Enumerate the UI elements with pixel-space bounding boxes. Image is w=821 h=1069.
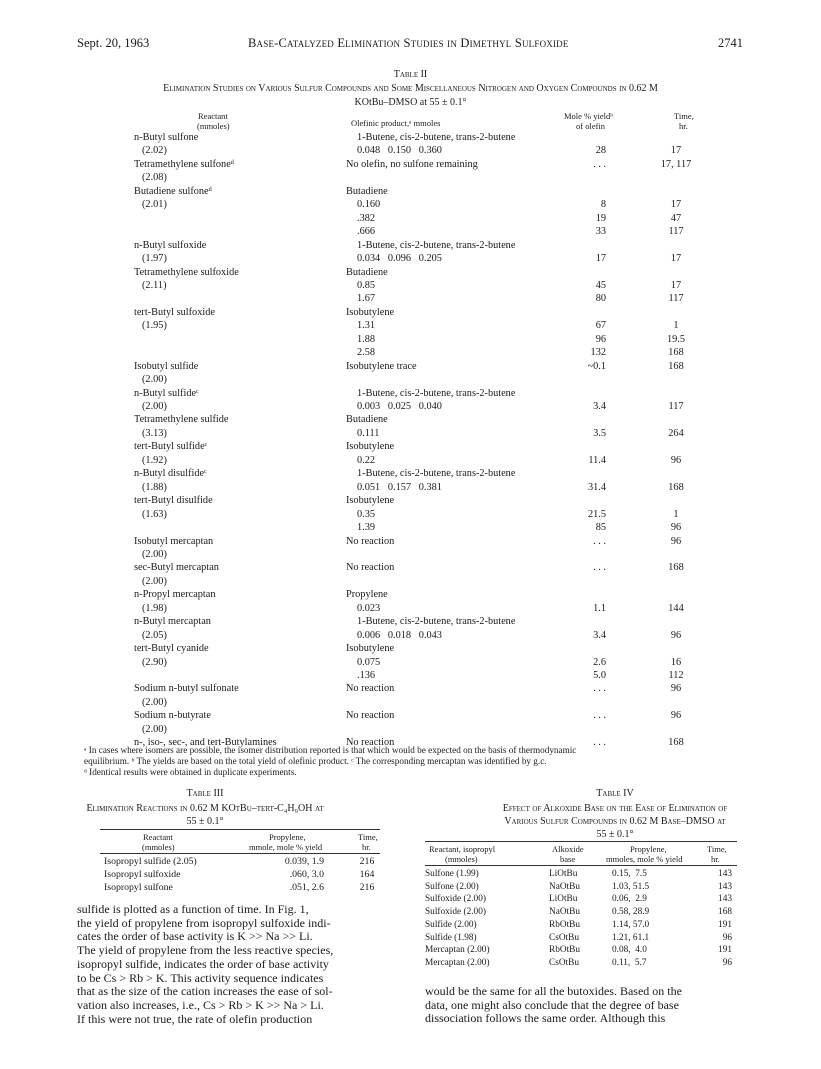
table2-product: Butadiene (346, 414, 388, 426)
table4-base: RbOtBu (549, 919, 580, 930)
table2-label: Table II (393, 69, 428, 80)
table3-reactant: Isopropyl sulfoxide (104, 869, 181, 880)
table2-product: 0.034 0.096 0.205 (357, 253, 442, 265)
table2-product: 1.31 (357, 320, 376, 332)
table4-reactant: Mercaptan (2.00) (425, 945, 490, 956)
table4-top-rule (425, 841, 737, 842)
table2-product: No reaction (346, 710, 395, 722)
table4-propylene: 0.06, 2.9 (612, 894, 647, 905)
table2-time: 112 (668, 670, 684, 681)
table4-head-base-unit: base (560, 854, 576, 864)
table2-caption-line2: KOtBu–DMSO at 55 ± 0.1° (354, 97, 467, 108)
table2-reactant: Tetramethylene sulfide (134, 414, 229, 426)
table2-yield: . . . (593, 710, 606, 722)
table2-product: 0.85 (357, 279, 376, 291)
table2-time: 17 (670, 279, 682, 291)
table3-head-rule (100, 853, 380, 854)
table4-base: NaOtBu (549, 907, 580, 918)
table2-time: 117 (668, 401, 684, 412)
table4-reactant: Mercaptan (2.00) (425, 957, 490, 968)
table2-reactant: tert-Butyl sulfoxide (134, 306, 215, 318)
table2-yield: 45 (595, 279, 606, 291)
table2-yield: 2.6 (593, 656, 606, 668)
body-text-line: sulfide is plotted as a function of time. In Fig. 1, (77, 902, 309, 916)
table4-propylene: 0.15, 7.5 (612, 869, 647, 879)
table2-yield: 31.4 (587, 481, 606, 493)
table2-reactant: (2.00) (142, 696, 167, 708)
table2-product: Isobutylene (346, 306, 395, 318)
table2-time: 168 (668, 737, 684, 749)
table2-reactant: Tetramethylene sulfoneᵈ (134, 158, 234, 170)
table2-reactant: tert-Butyl sulfideᶜ (134, 441, 208, 453)
table2-reactant: n-Butyl sulfone (134, 132, 199, 143)
table2-product: 0.006 0.018 0.043 (357, 629, 442, 641)
table3-head-reactant-unit: (mmoles) (142, 842, 175, 852)
table4-head-time: Time, (707, 844, 727, 854)
table2-time: 96 (670, 683, 682, 695)
table2-reactant: (2.00) (142, 401, 167, 412)
table2-reactant: (1.63) (142, 508, 167, 520)
table2-caption-line1: Elimination Studies on Various Sulfur Compounds and Some Miscellaneous Nitrogen and Oxygen Compounds in 0.62 M (163, 83, 658, 94)
table4-time: 96 (722, 957, 732, 968)
body-text-line: isopropyl sulfide, indicates the order of base activity (77, 956, 329, 971)
table2-product: .382 (357, 212, 376, 224)
table2-col-reactant: Reactant (198, 111, 228, 121)
table2-product: 0.111 (357, 427, 380, 439)
table4-time: 96 (722, 932, 732, 943)
table4-time: 143 (718, 894, 732, 905)
table2-yield: 67 (595, 320, 606, 332)
table2-yield: 3.4 (593, 629, 606, 641)
table4-reactant: Sulfoxide (2.00) (425, 894, 486, 905)
table4-head-time-unit: hr. (711, 854, 720, 864)
table2-yield: ~0.1 (587, 360, 606, 372)
table2-time: 117 (668, 293, 684, 305)
table2-product: No reaction (346, 737, 395, 749)
table2-reactant: n-Butyl sulfideᶜ (134, 387, 199, 399)
table4-base: NaOtBu (549, 881, 580, 892)
table2-product: 1-Butene, cis-2-butene, trans-2-butene (357, 132, 516, 143)
table2-product: No olefin, no sulfone remaining (346, 158, 478, 170)
table2-reactant: (1.95) (142, 320, 167, 332)
table4-head-rule (425, 865, 737, 866)
table4-propylene: 0.08, 4.0 (612, 945, 647, 956)
table2-time: 168 (668, 562, 684, 574)
table3-head-reactant: Reactant (143, 832, 173, 842)
table3-head-propylene-unit: mmole, mole % yield (249, 842, 323, 852)
table4-base: CsOtBu (549, 932, 579, 943)
table3-caption-line1: Elimination Reactions in 0.62 M KOtBu–tert-C₄H₉OH at (86, 803, 324, 814)
table2-yield: 96 (595, 333, 606, 345)
table4-reactant: Sulfone (2.00) (425, 881, 479, 892)
table2-time: 16 (670, 656, 682, 668)
table2-yield: . . . (593, 535, 606, 547)
table4-head-base: Alkoxide (552, 844, 584, 854)
table2-time: 17 (670, 145, 682, 157)
table2-product: 1-Butene, cis-2-butene, trans-2-butene (357, 387, 516, 399)
table4-label: Table IV (596, 788, 634, 799)
table2-yield: 1.1 (593, 602, 606, 614)
table2-reactant: (1.88) (142, 481, 167, 493)
table2-time: 96 (670, 522, 682, 534)
table2-product: 0.35 (357, 508, 376, 520)
table2-reactant: (3.13) (142, 427, 167, 439)
header-title: Base-Catalyzed Elimination Studies in Dimethyl Sulfoxide (248, 36, 569, 50)
table2-time: 17 (670, 253, 682, 265)
table4-base: LiOtBu (549, 869, 578, 879)
table2-time: 1 (673, 320, 679, 332)
table2-product: 0.22 (357, 454, 376, 466)
table2-reactant: n-Butyl sulfoxide (134, 239, 207, 251)
table2-product: 0.048 0.150 0.360 (357, 145, 442, 157)
table2-reactant: Isobutyl mercaptan (134, 535, 214, 547)
table2-yield: 8 (600, 199, 606, 211)
table4-propylene: 1.03, 51.5 (612, 881, 650, 892)
table4-caption-line1: Effect of Alkoxide Base on the Ease of Elimination of (502, 803, 728, 814)
table3-top-rule (100, 829, 380, 830)
table2-col-time: Time, (674, 111, 694, 121)
table4-time: 191 (718, 919, 732, 930)
table2-time: 168 (668, 360, 684, 372)
table4-head-propylene: Propylene, (630, 844, 667, 854)
table2-col-product: Olefinic product,ᵃ mmoles (351, 118, 441, 128)
table3-head-time-unit: hr. (362, 842, 371, 852)
table3-reactant: Isopropyl sulfide (2.05) (104, 856, 197, 867)
table2-yield: 132 (590, 347, 606, 359)
table2-reactant: (2.90) (142, 656, 167, 668)
table2-time: 96 (670, 454, 682, 466)
table2-reactant: (1.97) (142, 253, 167, 265)
table2-product: Isobutylene (346, 495, 395, 507)
table4-time: 143 (718, 881, 732, 892)
table4-head-reactant: Reactant, isopropyl (429, 844, 496, 854)
table2-time: 264 (668, 427, 684, 439)
table2-product: .136 (357, 670, 376, 681)
table2-product: Isobutylene (346, 643, 395, 655)
table2-product: 2.58 (357, 347, 376, 359)
table4-propylene: 0.58, 28.9 (612, 907, 650, 918)
table2-col-reactant-unit: (mmoles) (197, 121, 230, 131)
table2-reactant: Butadiene sulfoneᵈ (134, 185, 212, 197)
table2-time: 96 (670, 710, 682, 722)
table2-reactant: (2.05) (142, 629, 167, 641)
table2-reactant: n-Butyl mercaptan (134, 616, 211, 628)
table2-time: 47 (670, 212, 682, 224)
table2-reactant: (2.00) (142, 548, 167, 560)
table4-base: LiOtBu (549, 894, 578, 905)
table4-caption-line3: 55 ± 0.1° (596, 829, 634, 840)
table2-product: Isobutylene trace (346, 360, 417, 372)
table3-propylene: .051, 2.6 (289, 882, 324, 893)
table2-yield: . . . (593, 158, 606, 170)
table4-time: 168 (718, 907, 732, 918)
table2-product: No reaction (346, 562, 395, 574)
table2-reactant: (2.11) (142, 279, 167, 291)
table4-head-propylene-unit: mmoles, mole % yield (606, 854, 683, 864)
table2-time: 1 (673, 508, 679, 520)
table2-product: Propylene (346, 589, 388, 601)
table4-time: 143 (718, 869, 732, 879)
table2-yield: 17 (595, 253, 606, 265)
table2-yield: 5.0 (593, 670, 606, 681)
table4-reactant: Sulfone (1.99) (425, 869, 479, 879)
table2-time: 144 (668, 602, 684, 614)
table3-caption-line2: 55 ± 0.1° (186, 816, 224, 827)
table4-head-reactant-unit: (mmoles) (445, 854, 478, 864)
table2-time: 117 (668, 226, 684, 238)
table2-reactant: Isobutyl sulfide (134, 360, 199, 372)
table2-product: No reaction (346, 535, 395, 547)
table2-product: 0.023 (357, 602, 381, 614)
table2-yield: 28 (595, 145, 606, 157)
table2-yield: 3.4 (593, 401, 606, 412)
table4-propylene: 0.11, 5.7 (612, 957, 647, 968)
table2-yield: . . . (593, 737, 606, 749)
body-text-line: dissociation follows the same order. Although this (425, 1011, 666, 1026)
body-text-line: cates the order of base activity is K >> Na >> Li. (77, 929, 313, 944)
table4-reactant: Sulfide (1.98) (425, 932, 477, 943)
table2-time: 19.5 (666, 333, 686, 345)
table2-yield: 80 (595, 293, 606, 305)
table2-time: 17 (670, 199, 682, 211)
table2-product: 1-Butene, cis-2-butene, trans-2-butene (357, 468, 516, 480)
table2-yield: 19 (595, 212, 606, 224)
table2-product: 1.67 (357, 293, 376, 305)
table3-time: 216 (359, 856, 375, 867)
table2-footnote-d: ᵈ Identical results were obtained in duplicate experiments. (84, 767, 297, 777)
table3-time: 164 (359, 869, 375, 880)
header-date: Sept. 20, 1963 (77, 36, 150, 50)
table3-reactant: Isopropyl sulfone (104, 882, 173, 893)
table2-footnote-a: ᵃ In cases where isomers are possible, the isomer distribution reported is that which would be expected on the basis of thermodynamic (84, 745, 577, 755)
table2-time: 96 (670, 535, 682, 547)
body-text-line: that as the size of the cation increases the ease of sol- (77, 984, 333, 999)
table2-reactant: (2.00) (142, 723, 167, 735)
body-text-line: If this were not true, the rate of olefin production (77, 1011, 313, 1026)
body-text-line: the yield of propylene from isopropyl sulfoxide indi- (77, 915, 331, 930)
table2-product: 0.075 (357, 656, 381, 668)
table2-product: 0.051 0.157 0.381 (357, 481, 442, 493)
table2-product: Butadiene (346, 185, 388, 197)
body-text-line: data, one might also conclude that the degree of base (425, 997, 679, 1012)
table2-yield: . . . (593, 683, 606, 695)
table2-product: No reaction (346, 683, 395, 695)
table2-yield: 3.5 (593, 427, 606, 439)
table4-time: 191 (718, 945, 732, 956)
table2-col-time-unit: hr. (679, 121, 688, 131)
table2-yield: 21.5 (587, 508, 606, 520)
table2-reactant: Sodium n-butyl sulfonate (134, 683, 239, 695)
table2-col-yield: Mole % yieldᵇ (564, 111, 613, 121)
table2-reactant: Tetramethylene sulfoxide (134, 266, 239, 278)
table3-head-propylene: Propylene, (269, 832, 306, 842)
table3-label: Table III (186, 788, 224, 799)
table2-product: 1-Butene, cis-2-butene, trans-2-butene (357, 616, 516, 628)
table4-base: RbOtBu (549, 945, 580, 956)
page-number: 2741 (718, 36, 743, 50)
table2-reactant: (2.00) (142, 374, 167, 386)
table2-reactant: tert-Butyl cyanide (134, 643, 209, 655)
table3-time: 216 (359, 882, 375, 893)
body-text-line: to be Cs > Rb > K. This activity sequence indicates (77, 970, 324, 985)
table4-base: CsOtBu (549, 957, 579, 968)
table4-propylene: 1.21, 61.1 (612, 932, 650, 943)
body-text-line: The yield of propylene from the less reactive species, (77, 943, 334, 958)
table4-reactant: Sulfoxide (2.00) (425, 907, 486, 918)
table2-footnote-bc: equilibrium. ᵇ The yields are based on the total yield of olefinic product. ᶜ The corresponding mercaptan was identified by g.c. (84, 756, 547, 766)
table2-reactant: (1.98) (142, 602, 167, 614)
table2-reactant: tert-Butyl disulfide (134, 495, 213, 507)
body-text-line: vation also increases, i.e., Cs > Rb > K >> Na > Li. (77, 997, 324, 1012)
table2-reactant: n-Butyl disulfideᶜ (134, 468, 207, 480)
table2-reactant: (2.08) (142, 172, 167, 184)
table2-reactant: (2.00) (142, 575, 167, 587)
table3-head-time: Time, (358, 832, 378, 842)
table2-yield: 85 (595, 522, 606, 534)
table2-product: 1.88 (357, 333, 376, 345)
table2-reactant: n-Propyl mercaptan (134, 589, 216, 601)
table2-product: Isobutylene (346, 441, 395, 453)
table2-time: 96 (670, 629, 682, 641)
body-text-line: would be the same for all the butoxides. Based on the (425, 984, 682, 998)
table2-product: Butadiene (346, 266, 388, 278)
table2-col-yield-unit: of olefin (576, 121, 606, 131)
table2-reactant: (1.92) (142, 454, 167, 466)
table2-product: 1.39 (357, 522, 376, 534)
table4-reactant: Sulfide (2.00) (425, 919, 477, 930)
table4-caption-line2: Various Sulfur Compounds in 0.62 M Base–DMSO at (504, 816, 726, 827)
table3-propylene: .060, 3.0 (289, 869, 324, 880)
table2-reactant: Sodium n-butyrate (134, 710, 211, 722)
table2-yield: 33 (595, 226, 606, 238)
table3-propylene: 0.039, 1.9 (284, 856, 324, 867)
table2-product: 0.160 (357, 199, 381, 211)
table2-product: .666 (357, 226, 376, 238)
table2-time: 168 (668, 481, 684, 493)
table4-propylene: 1.14, 57.0 (612, 919, 650, 930)
table2-time: 168 (668, 347, 684, 359)
table2-product: 0.003 0.025 0.040 (357, 401, 442, 412)
table2-reactant: (2.01) (142, 199, 167, 211)
table2-reactant: (2.02) (142, 145, 167, 157)
table2-time: 17, 117 (660, 158, 692, 170)
table2-yield: 11.4 (588, 454, 606, 466)
table2-product: 1-Butene, cis-2-butene, trans-2-butene (357, 239, 516, 251)
table2-reactant: sec-Butyl mercaptan (134, 562, 219, 574)
table2-reactant: n-, iso-, sec-, and tert-Butylamines (134, 737, 277, 749)
table2-yield: . . . (593, 562, 606, 574)
